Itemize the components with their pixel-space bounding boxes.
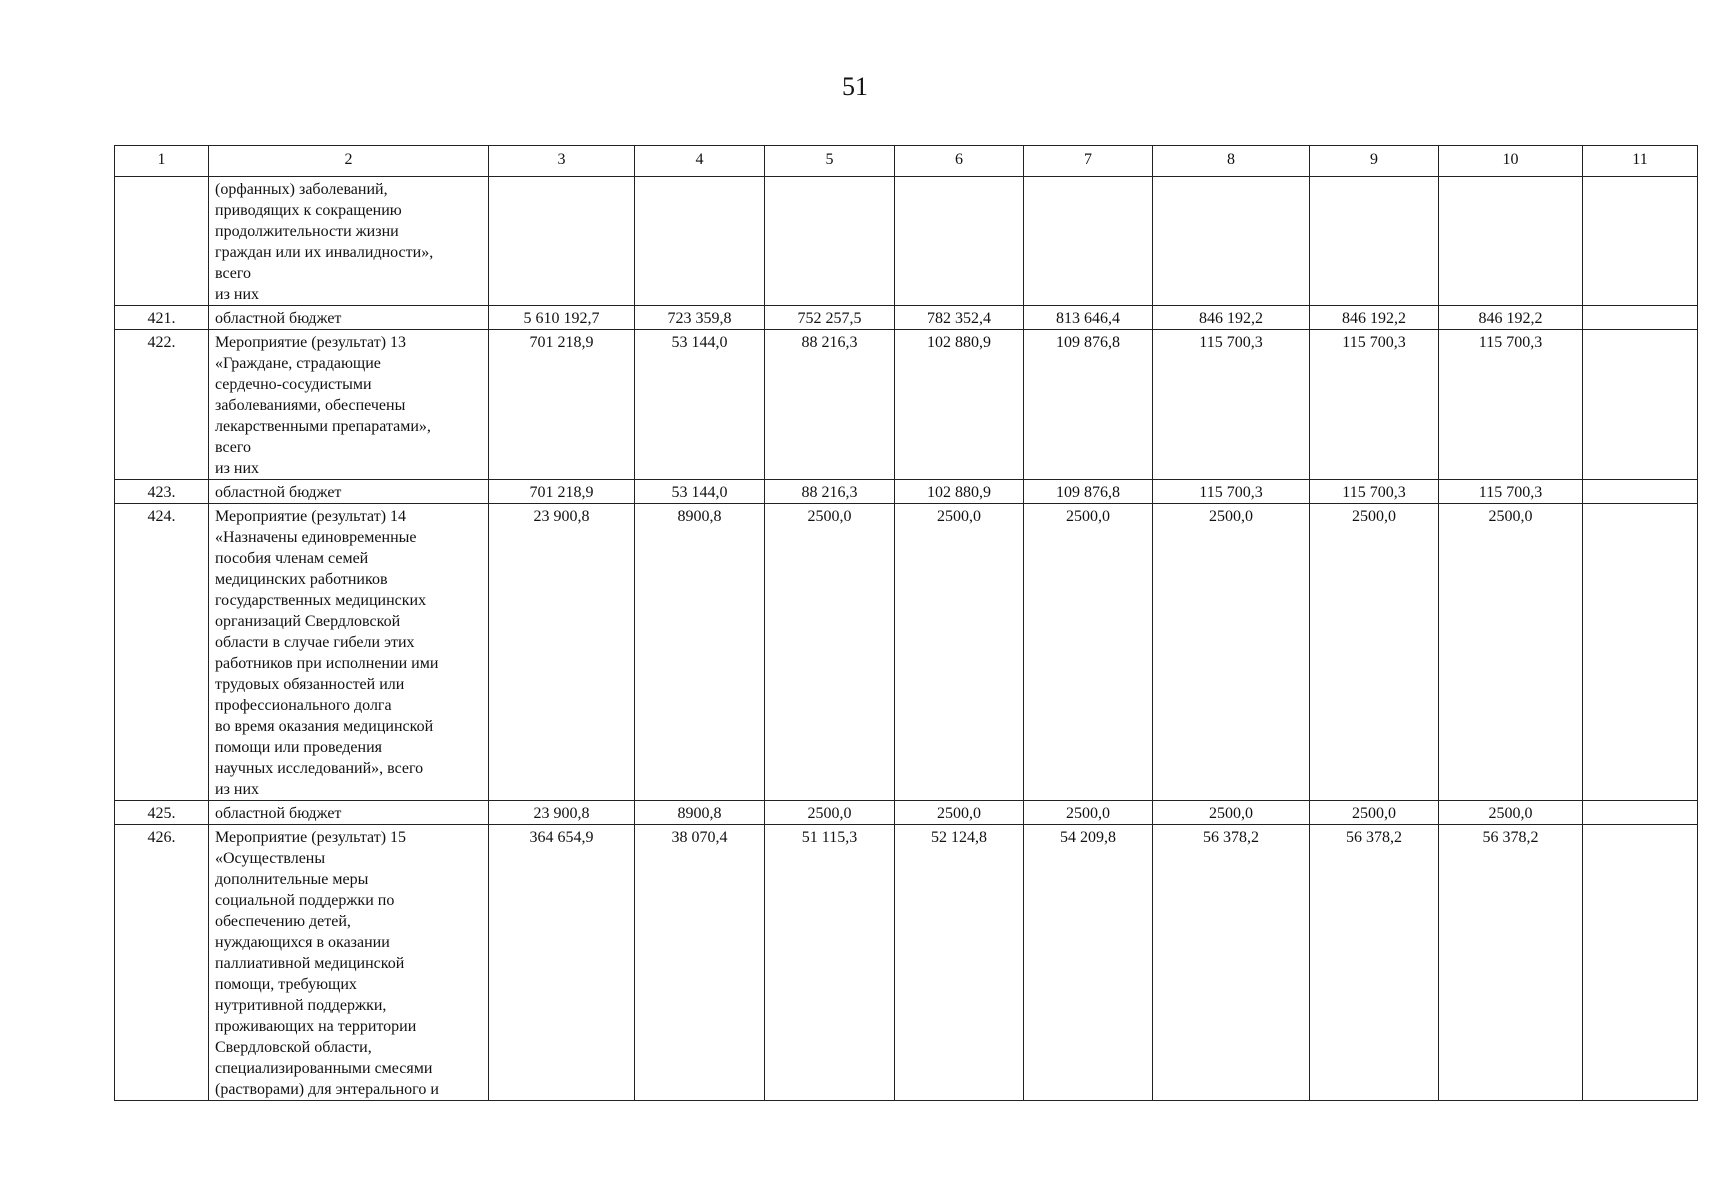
description-line: проживающих на территории bbox=[215, 1018, 417, 1035]
value-cell-col-7: 813 646,4 bbox=[1024, 306, 1153, 330]
value-cell-col-5: 88 216,3 bbox=[765, 480, 895, 504]
column-header-2: 2 bbox=[209, 146, 489, 177]
column-header-4: 4 bbox=[635, 146, 765, 177]
value-cell-col-5: 51 115,3 bbox=[765, 825, 895, 1101]
value-cell-col-4: 38 070,4 bbox=[635, 825, 765, 1101]
description-line: продолжительности жизни bbox=[215, 223, 399, 240]
value-cell-col-10: 2500,0 bbox=[1439, 504, 1583, 801]
description-line: специализированными смесями bbox=[215, 1060, 433, 1077]
column-number-header-row bbox=[115, 146, 1698, 177]
row-number-cell: 426. bbox=[115, 825, 209, 1101]
row-description-cell bbox=[209, 801, 489, 825]
description-line: паллиативной медицинской bbox=[215, 955, 405, 972]
table-row bbox=[115, 825, 1698, 1101]
description-line: Мероприятие (результат) 15 bbox=[215, 829, 407, 846]
description-line: «Граждане, страдающие bbox=[215, 355, 381, 372]
value-cell-col-11 bbox=[1583, 177, 1698, 306]
value-cell-col-10: 56 378,2 bbox=[1439, 825, 1583, 1101]
value-cell-col-9: 56 378,2 bbox=[1310, 825, 1439, 1101]
value-cell-col-11 bbox=[1583, 504, 1698, 801]
value-cell-col-6: 782 352,4 bbox=[895, 306, 1024, 330]
description-line: Мероприятие (результат) 13 bbox=[215, 334, 407, 351]
value-cell-col-6: 2500,0 bbox=[895, 504, 1024, 801]
description-line: нутритивной поддержки, bbox=[215, 997, 387, 1014]
description-line: заболеваниями, обеспечены bbox=[215, 397, 406, 414]
value-cell-col-6: 102 880,9 bbox=[895, 330, 1024, 480]
description-line: всего bbox=[215, 439, 252, 456]
value-cell-col-3: 23 900,8 bbox=[489, 801, 635, 825]
value-cell-col-7: 109 876,8 bbox=[1024, 330, 1153, 480]
description-line: из них bbox=[215, 286, 260, 303]
description-line: помощи или проведения bbox=[215, 739, 383, 756]
description-line: областной бюджет bbox=[215, 484, 342, 501]
value-cell-col-9: 115 700,3 bbox=[1310, 330, 1439, 480]
table-row bbox=[115, 801, 1698, 825]
value-cell-col-8: 56 378,2 bbox=[1153, 825, 1310, 1101]
value-cell-col-9: 846 192,2 bbox=[1310, 306, 1439, 330]
value-cell-col-7: 54 209,8 bbox=[1024, 825, 1153, 1101]
value-cell-col-7: 2500,0 bbox=[1024, 504, 1153, 801]
row-description-cell bbox=[209, 504, 489, 801]
table-row bbox=[115, 504, 1698, 801]
value-cell-col-4: 8900,8 bbox=[635, 504, 765, 801]
description-line: трудовых обязанностей или bbox=[215, 676, 405, 693]
value-cell-col-4: 53 144,0 bbox=[635, 480, 765, 504]
description-line: социальной поддержки по bbox=[215, 892, 395, 909]
row-description-cell bbox=[209, 177, 489, 306]
description-line: организаций Свердловской bbox=[215, 613, 401, 630]
value-cell-col-4: 53 144,0 bbox=[635, 330, 765, 480]
description-line: (орфанных) заболеваний, bbox=[215, 181, 388, 198]
value-cell-col-10 bbox=[1439, 177, 1583, 306]
column-header-6: 6 bbox=[895, 146, 1024, 177]
description-line: приводящих к сокращению bbox=[215, 202, 402, 219]
page-number: 51 bbox=[842, 72, 868, 101]
value-cell-col-3: 701 218,9 bbox=[489, 480, 635, 504]
value-cell-col-4: 723 359,8 bbox=[635, 306, 765, 330]
value-cell-col-9: 2500,0 bbox=[1310, 801, 1439, 825]
row-number-cell: 424. bbox=[115, 504, 209, 801]
value-cell-col-10: 115 700,3 bbox=[1439, 330, 1583, 480]
value-cell-col-8: 115 700,3 bbox=[1153, 330, 1310, 480]
value-cell-col-10: 115 700,3 bbox=[1439, 480, 1583, 504]
description-line: из них bbox=[215, 781, 260, 798]
description-line: помощи, требующих bbox=[215, 976, 357, 993]
value-cell-col-11 bbox=[1583, 825, 1698, 1101]
row-number-cell: 422. bbox=[115, 330, 209, 480]
description-line: всего bbox=[215, 265, 252, 282]
row-number-cell bbox=[115, 177, 209, 306]
value-cell-col-4: 8900,8 bbox=[635, 801, 765, 825]
column-header-10: 10 bbox=[1439, 146, 1583, 177]
value-cell-col-5 bbox=[765, 177, 895, 306]
value-cell-col-9: 2500,0 bbox=[1310, 504, 1439, 801]
description-line: обеспечению детей, bbox=[215, 913, 351, 930]
column-header-9: 9 bbox=[1310, 146, 1439, 177]
table-row bbox=[115, 177, 1698, 306]
description-line: из них bbox=[215, 460, 260, 477]
row-number-cell: 425. bbox=[115, 801, 209, 825]
description-line: лекарственными препаратами», bbox=[215, 418, 431, 435]
value-cell-col-10: 846 192,2 bbox=[1439, 306, 1583, 330]
description-line: Мероприятие (результат) 14 bbox=[215, 508, 407, 525]
description-line: научных исследований», всего bbox=[215, 760, 424, 777]
description-line: нуждающихся в оказании bbox=[215, 934, 390, 951]
table-row bbox=[115, 306, 1698, 330]
value-cell-col-9 bbox=[1310, 177, 1439, 306]
value-cell-col-8 bbox=[1153, 177, 1310, 306]
row-description-cell bbox=[209, 480, 489, 504]
value-cell-col-3: 701 218,9 bbox=[489, 330, 635, 480]
value-cell-col-5: 752 257,5 bbox=[765, 306, 895, 330]
value-cell-col-11 bbox=[1583, 306, 1698, 330]
description-line: сердечно-сосудистыми bbox=[215, 376, 372, 393]
description-line: областной бюджет bbox=[215, 805, 342, 822]
value-cell-col-6: 2500,0 bbox=[895, 801, 1024, 825]
value-cell-col-11 bbox=[1583, 330, 1698, 480]
description-line: дополнительные меры bbox=[215, 871, 369, 888]
description-line: государственных медицинских bbox=[215, 592, 427, 609]
value-cell-col-3: 364 654,9 bbox=[489, 825, 635, 1101]
table-body bbox=[115, 177, 1698, 1101]
value-cell-col-7: 2500,0 bbox=[1024, 801, 1153, 825]
description-line: работников при исполнении ими bbox=[215, 655, 439, 672]
value-cell-col-10: 2500,0 bbox=[1439, 801, 1583, 825]
value-cell-col-5: 2500,0 bbox=[765, 801, 895, 825]
value-cell-col-6: 52 124,8 bbox=[895, 825, 1024, 1101]
value-cell-col-7: 109 876,8 bbox=[1024, 480, 1153, 504]
description-line: областной бюджет bbox=[215, 310, 342, 327]
value-cell-col-11 bbox=[1583, 801, 1698, 825]
column-header-5: 5 bbox=[765, 146, 895, 177]
column-header-7: 7 bbox=[1024, 146, 1153, 177]
value-cell-col-6 bbox=[895, 177, 1024, 306]
value-cell-col-8: 846 192,2 bbox=[1153, 306, 1310, 330]
value-cell-col-3 bbox=[489, 177, 635, 306]
budget-table bbox=[114, 145, 1698, 1101]
column-header-11: 11 bbox=[1583, 146, 1698, 177]
description-line: граждан или их инвалидности», bbox=[215, 244, 434, 261]
table-row bbox=[115, 330, 1698, 480]
value-cell-col-8: 115 700,3 bbox=[1153, 480, 1310, 504]
value-cell-col-8: 2500,0 bbox=[1153, 801, 1310, 825]
row-number-cell: 421. bbox=[115, 306, 209, 330]
row-description-cell bbox=[209, 306, 489, 330]
value-cell-col-5: 88 216,3 bbox=[765, 330, 895, 480]
description-line: (растворами) для энтерального и bbox=[215, 1081, 439, 1098]
row-description-cell bbox=[209, 330, 489, 480]
description-line: медицинских работников bbox=[215, 571, 388, 588]
description-line: пособия членам семей bbox=[215, 550, 369, 567]
description-line: Свердловской области, bbox=[215, 1039, 372, 1056]
value-cell-col-9: 115 700,3 bbox=[1310, 480, 1439, 504]
column-header-8: 8 bbox=[1153, 146, 1310, 177]
value-cell-col-4 bbox=[635, 177, 765, 306]
value-cell-col-11 bbox=[1583, 480, 1698, 504]
value-cell-col-7 bbox=[1024, 177, 1153, 306]
value-cell-col-8: 2500,0 bbox=[1153, 504, 1310, 801]
column-header-1: 1 bbox=[115, 146, 209, 177]
value-cell-col-3: 23 900,8 bbox=[489, 504, 635, 801]
value-cell-col-3: 5 610 192,7 bbox=[489, 306, 635, 330]
description-line: «Осуществлены bbox=[215, 850, 326, 867]
value-cell-col-5: 2500,0 bbox=[765, 504, 895, 801]
table-row bbox=[115, 480, 1698, 504]
description-line: области в случае гибели этих bbox=[215, 634, 415, 651]
row-description-cell bbox=[209, 825, 489, 1101]
description-line: «Назначены единовременные bbox=[215, 529, 417, 546]
row-number-cell: 423. bbox=[115, 480, 209, 504]
column-header-3: 3 bbox=[489, 146, 635, 177]
description-line: профессионального долга bbox=[215, 697, 392, 714]
value-cell-col-6: 102 880,9 bbox=[895, 480, 1024, 504]
description-line: во время оказания медицинской bbox=[215, 718, 434, 735]
